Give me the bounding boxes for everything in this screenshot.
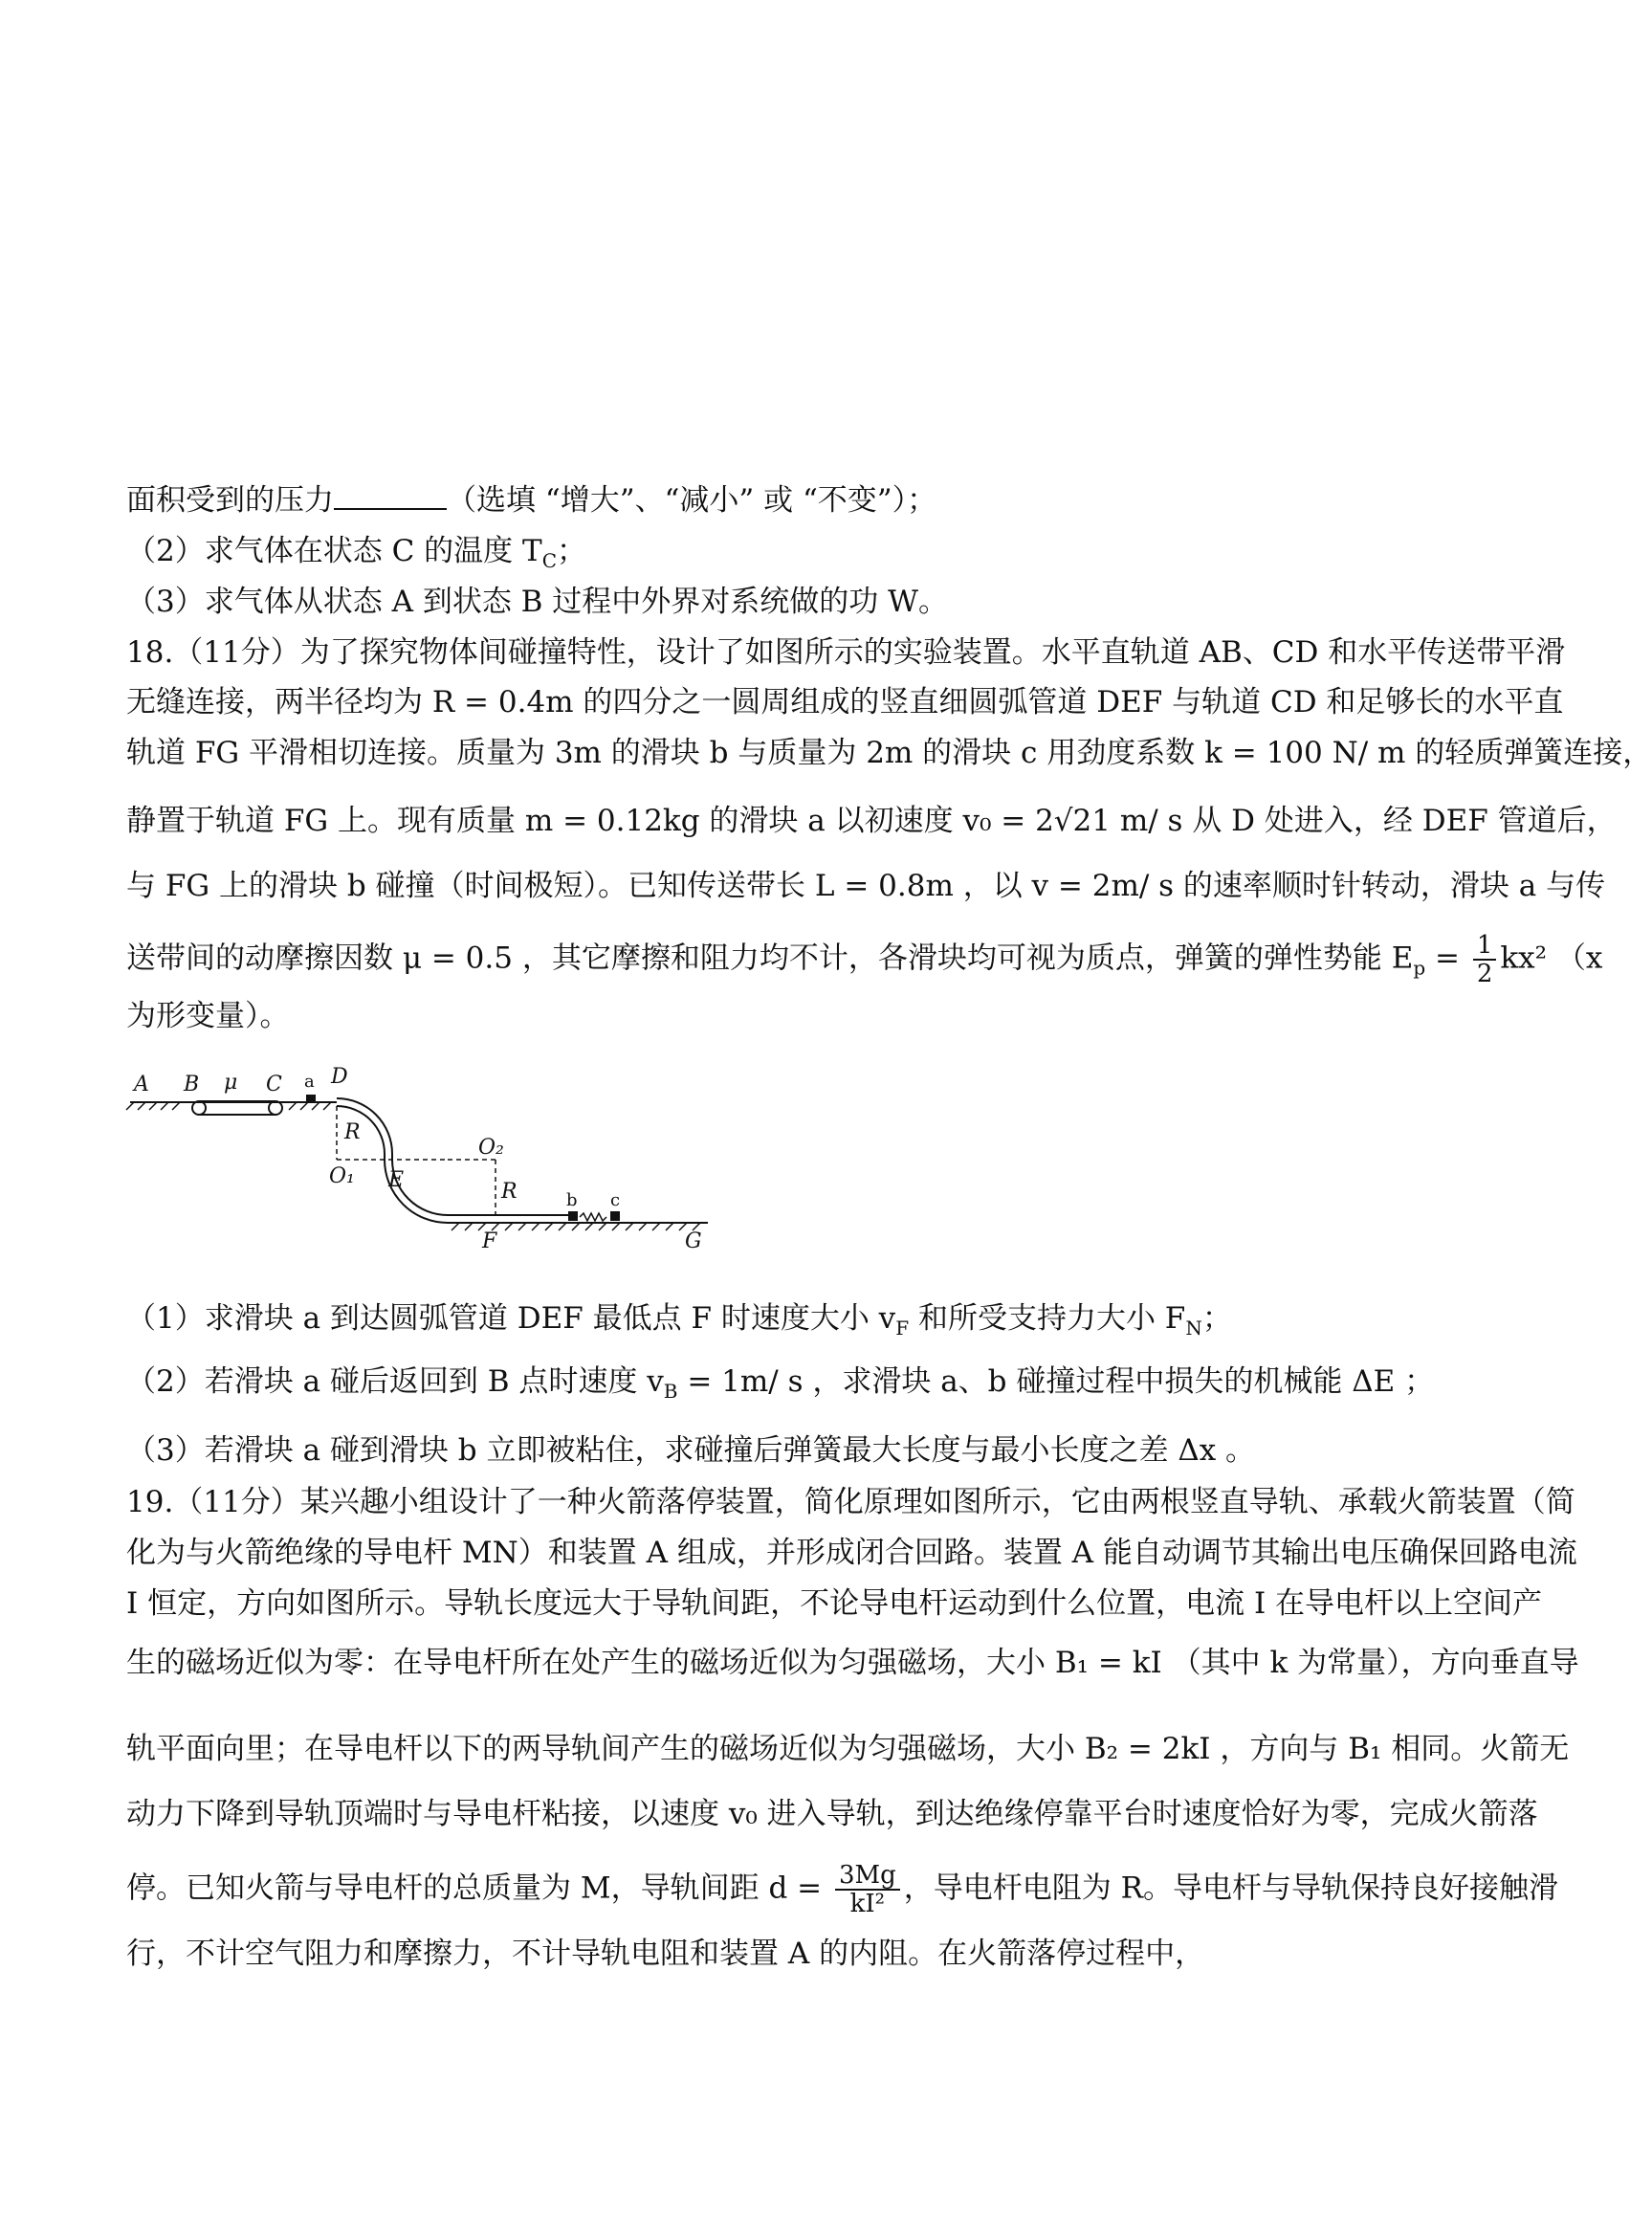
label-b: b <box>566 1190 578 1210</box>
label-c: c <box>610 1190 621 1210</box>
label-a: a <box>304 1072 315 1092</box>
q17-part2-sub: C <box>541 549 557 573</box>
block-b <box>568 1211 578 1221</box>
q17-line1 <box>126 481 936 520</box>
q18-part2-text: （2）若滑块 a 碰后返回到 B 点时速度 v <box>126 1364 664 1399</box>
label-B: B <box>184 1073 200 1096</box>
q19-line2: 化为与火箭绝缘的导电杆 MN）和装置 A 组成，并形成闭合回路。装置 A 能自动调节其输出电压确保回路电流 <box>126 1536 1577 1570</box>
q17-part2 <box>126 532 586 580</box>
q18-line6-post: kx² （x <box>1500 941 1603 976</box>
q18-part1-mid: 和所受支持力大小 F <box>909 1301 1186 1336</box>
apparatus-figure <box>124 1052 717 1282</box>
answer-blank <box>334 483 447 510</box>
label-E: E <box>388 1168 405 1192</box>
q19-line3: I 恒定，方向如图所示。导轨长度远大于导轨间距，不论导电杆运动到什么位置，电流 I 在导电杆以上空间产 <box>126 1586 1543 1621</box>
q17-line1-post: （选填 “增大”、“减小” 或 “不变”）； <box>447 483 937 518</box>
q18-part2 <box>126 1362 1434 1410</box>
label-G: G <box>685 1229 702 1253</box>
q18-line6-eq: = <box>1425 941 1469 976</box>
label-D: D <box>331 1065 348 1089</box>
q19-line7-pre: 停。已知火箭与导电杆的总质量为 M，导轨间距 d = <box>126 1871 831 1906</box>
q18-part2-end: = 1m/ s ，求滑块 a、b 碰撞过程中损失的机械能 ΔE ； <box>677 1364 1435 1399</box>
label-F: F <box>482 1229 497 1253</box>
q18-part1 <box>126 1299 1232 1347</box>
half-fraction <box>1473 932 1497 987</box>
q18-line4: 静置于轨道 FG 上。现有质量 m = 0.12kg 的滑块 a 以初速度 v₀ = 2√21 m/ s 从 D 处进入，经 DEF 管道后， <box>126 804 1617 838</box>
q18-part1-sub2: N <box>1185 1317 1202 1340</box>
q18-part1-end: ； <box>1201 1301 1232 1336</box>
q18-line5: 与 FG 上的滑块 b 碰撞（时间极短）。已知传送带长 L = 0.8m ，以 v = 2m/ s 的速率顺时针转动，滑块 a 与传 <box>126 869 1606 903</box>
label-R1: R <box>344 1120 361 1144</box>
q18-line6-sub: p <box>1413 956 1426 980</box>
label-R2: R <box>501 1180 518 1204</box>
block-c <box>610 1211 620 1221</box>
q18-line6-pre: 送带间的动摩擦因数 μ = 0.5 ，其它摩擦和阻力均不计，各滑块均可视为质点，弹簧的弹性势能 E <box>126 941 1414 976</box>
q17-part3: （3）求气体从状态 A 到状态 B 过程中外界对系统做的功 W。 <box>126 585 949 619</box>
label-C: C <box>266 1073 282 1096</box>
q18-part1-text: （1）求滑块 a 到达圆弧管道 DEF 最低点 F 时速度大小 v <box>126 1301 896 1336</box>
d-numerator: 3Mg <box>835 1862 900 1891</box>
half-numerator: 1 <box>1473 932 1497 961</box>
q19-line7-post: ，导电杆电阻为 R。导电杆与导轨保持良好接触滑 <box>903 1871 1558 1906</box>
block-a <box>306 1095 316 1102</box>
q19-line5: 轨平面向里；在导电杆以下的两导轨间产生的磁场近似为匀强磁场，大小 B₂ = 2kI ，方向与 B₁ 相同。火箭无 <box>126 1732 1570 1766</box>
q17-line1-pre: 面积受到的压力 <box>126 483 334 518</box>
q19-line7 <box>126 1862 1558 1917</box>
q18-line6 <box>126 932 1602 987</box>
q19-line8: 行，不计空气阻力和摩擦力，不计导轨电阻和装置 A 的内阻。在火箭落停过程中， <box>126 1937 1205 1971</box>
d-denominator: kI² <box>849 1890 886 1918</box>
label-O1: O₁ <box>329 1164 355 1188</box>
q19-line1: 19.（11分）某兴趣小组设计了一种火箭落停装置，简化原理如图所示，它由两根竖直导轨、承载火箭装置（简 <box>126 1485 1575 1519</box>
label-mu: μ <box>224 1071 238 1095</box>
q17-part2-text: （2）求气体在状态 C 的温度 T <box>126 534 542 568</box>
q19-line4: 生的磁场近似为零：在导电杆所在处产生的磁场近似为匀强磁场，大小 B₁ = kI （其中 k 为常量），方向垂直导 <box>126 1646 1579 1680</box>
q17-part2-end: ； <box>557 534 586 568</box>
q18-part2-sub: B <box>663 1380 678 1404</box>
q18-line2: 无缝连接，两半径均为 R = 0.4m 的四分之一圆周组成的竖直细圆弧管道 DEF 与轨道 CD 和足够长的水平直 <box>126 685 1564 720</box>
label-A: A <box>134 1073 149 1096</box>
q18-line1: 18.（11分）为了探究物体间碰撞特性，设计了如图所示的实验装置。水平直轨道 AB、CD 和水平传送带平滑 <box>126 635 1566 670</box>
half-denominator: 2 <box>1476 960 1493 988</box>
d-fraction <box>835 1862 900 1917</box>
q18-line7: 为形变量）。 <box>126 999 290 1033</box>
q18-line3: 轨道 FG 平滑相切连接。质量为 3m 的滑块 b 与质量为 2m 的滑块 c 用劲度系数 k = 100 N/ m 的轻质弹簧连接， <box>126 736 1652 770</box>
q19-line6: 动力下降到导轨顶端时与导电杆粘接，以速度 v₀ 进入导轨，到达绝缘停靠平台时速度恰好为零，完成火箭落 <box>126 1797 1538 1831</box>
q18-part1-sub1: F <box>895 1317 910 1340</box>
q18-part3: （3）若滑块 a 碰到滑块 b 立即被粘住，求碰撞后弹簧最大长度与最小长度之差 Δx 。 <box>126 1433 1256 1468</box>
label-O2: O₂ <box>478 1136 504 1160</box>
